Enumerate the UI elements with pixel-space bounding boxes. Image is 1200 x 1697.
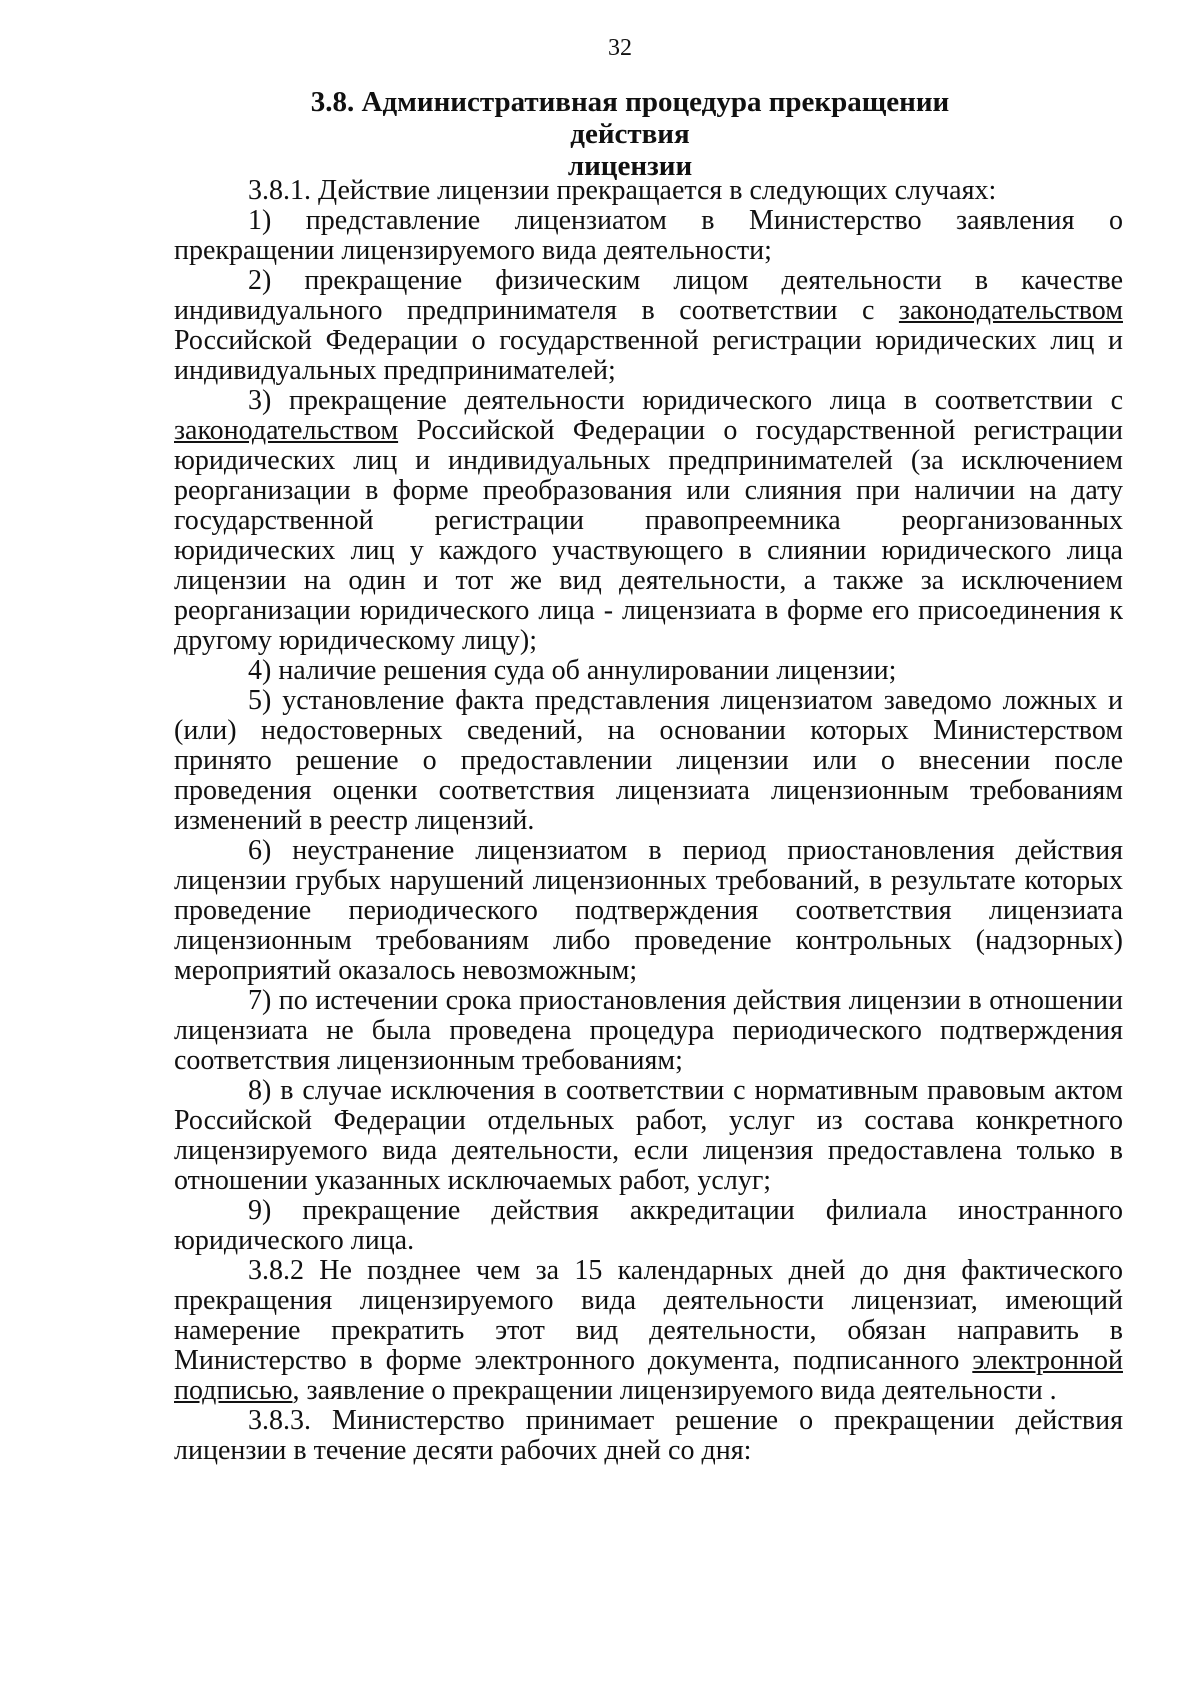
list-item-4: 4) наличие решения суда об аннулировании лицензии;	[248, 655, 897, 686]
paragraph-3-8-3: 3.8.3. Министерство принимает решение о прекращении действия лицензии в течение десяти рабочих дней со дня:	[174, 1405, 1123, 1466]
list-item-9: 9) прекращение действия аккредитации филиала иностранного юридического лица.	[174, 1195, 1123, 1256]
list-item-3-text-start: 3) прекращение деятельности юридического лица в соответствии с	[248, 385, 1123, 416]
electronic-signature-link[interactable]: электронной подписью	[174, 1345, 1123, 1406]
list-item-1: 1) представление лицензиатом в Министерство заявления о прекращении лицензируемого вида деятельности;	[174, 205, 1123, 266]
list-item-2	[174, 266, 1123, 386]
list-item-2-text-end: Российской Федерации о государственной регистрации юридических лиц и индивидуальных предпринимателей;	[174, 325, 1123, 386]
paragraph-3-8-2	[174, 1256, 1123, 1406]
paragraph-3-8-1: 3.8.1. Действие лицензии прекращается в следующих случаях:	[248, 175, 997, 206]
paragraph-3-8-2-text-end: , заявление о прекращении лицензируемого вида деятельности .	[292, 1375, 1057, 1406]
section-title	[260, 86, 1000, 182]
paragraph-3-8-2-text-start: 3.8.2 Не позднее чем за 15 календарных дней до дня фактического прекращения лицензируемого вида деятельности лицензиат, имеющий намерение прекратить этот вид деятельности, обязан направить в Министерство в форме электронного документа, подписанного	[174, 1255, 1123, 1376]
section-title-line-1: 3.8. Административная процедура прекращении действия	[310, 86, 950, 150]
list-item-8: 8) в случае исключения в соответствии с нормативным правовым актом Российской Федерации отдельных работ, услуг из состава конкретного лицензируемого вида деятельности, если лицензия предоставлена только в отношении указанных исключаемых работ, услуг;	[174, 1075, 1123, 1196]
legislation-link[interactable]: законодательством	[898, 295, 1123, 326]
section-title-line-2: лицензии	[567, 150, 693, 182]
list-item-6: 6) неустранение лицензиатом в период приостановления действия лицензии грубых нарушений лицензионных требований, в результате которых проведение периодического подтверждения соответствия лицензиата лицензионным требованиям либо проведение контрольных (надзорных) мероприятий оказалось невозможным;	[174, 835, 1123, 986]
document-body	[174, 176, 1123, 1466]
page-number: 32	[608, 35, 632, 61]
legislation-link[interactable]: законодательством	[174, 415, 399, 446]
list-item-2-text-start: 2) прекращение физическим лицом деятельности в качестве индивидуального предпринимателя в соответствии с	[174, 265, 1123, 326]
list-item-3	[174, 386, 1123, 656]
list-item-3-text-end: Российской Федерации о государственной регистрации юридических лиц и индивидуальных предпринимателей (за исключением реорганизации в форме преобразования или слияния при наличии на дату государственной регистрации правопреемника реорганизованных юридических лиц у каждого участвующего в слиянии юридического лица лицензии на один и тот же вид деятельности, а также за исключением реорганизации юридического лица - лицензиата в форме его присоединения к другому юридическому лицу);	[174, 415, 1123, 656]
list-item-7: 7) по истечении срока приостановления действия лицензии в отношении лицензиата не была проведена процедура периодического подтверждения соответствия лицензионным требованиям;	[174, 985, 1123, 1076]
list-item-5: 5) установление факта представления лицензиатом заведомо ложных и (или) недостоверных сведений, на основании которых Министерством принято решение о предоставлении лицензии или о внесении после проведения оценки соответствия лицензиата лицензионным требованиям изменений в реестр лицензий.	[174, 685, 1123, 836]
